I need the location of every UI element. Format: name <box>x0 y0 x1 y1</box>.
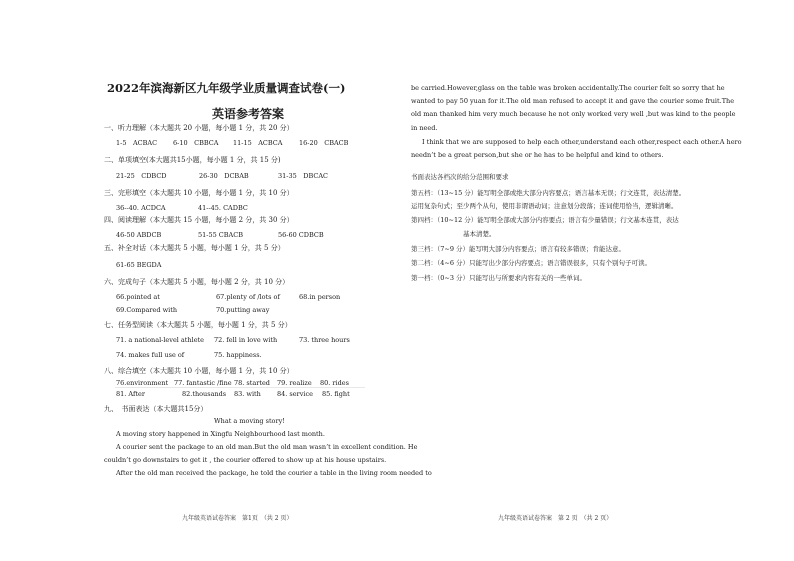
answer-item: 16-20 CBACB <box>299 139 349 147</box>
answer-item: 1-5 ACBAC <box>116 139 158 147</box>
answer-key-title: 英语参考答案 <box>212 107 285 121</box>
page-footer: 九年级英语试卷答案 第 2 页 （共 2 页） <box>498 515 613 522</box>
essay-line: couldn’t go downstairs to get it , the courier offered to show up at his house upstairs. <box>104 456 387 464</box>
answer-item: 80. rides <box>320 379 349 387</box>
answer-item: 70.putting away <box>216 306 270 314</box>
answer-item: 31-35 DBCAC <box>278 172 328 180</box>
answer-item: 73. three hours <box>299 336 350 344</box>
answer-item: 74. makes full use of <box>116 351 185 359</box>
section-heading-dialogue: 五、补全对话（本大题共 5 小题，每小题 1 分，共 5 分） <box>104 244 285 252</box>
essay-line: A moving story happened in Xingfu Neighbourhood last month. <box>116 430 325 438</box>
answer-item: 83. with <box>234 390 261 398</box>
essay-line: A courier sent the package to an old man.But the old man wasn’t in excellent condition. He <box>116 443 418 451</box>
answer-item: 51-55 CBACB <box>198 231 243 239</box>
essay-line: wanted to pay 50 yuan for it.The old man refused to accept it and gave the courier some fruit.The <box>411 97 735 105</box>
answer-item: 46-50 ABDCB <box>116 231 162 239</box>
answer-item: 81. After <box>116 390 145 398</box>
answer-item: 84. service <box>277 390 313 398</box>
answer-item: 71. a national-level athlete <box>116 336 204 344</box>
answer-item: 72. fell in love with <box>214 336 278 344</box>
exam-title: 2022年滨海新区九年级学业质量调查试卷(一) <box>107 81 346 95</box>
answer-item: 69.Compared with <box>116 306 178 314</box>
answer-item: 85. fight <box>322 390 350 398</box>
answer-item: 41--45. CADBC <box>198 204 248 212</box>
section-heading-writing: 九、 书面表达（本大题共15分） <box>104 405 208 413</box>
section-heading-complete-sentences: 六、完成句子（本大题共 5 小题，每小题 2 分，共 10 分） <box>104 278 290 286</box>
essay-line: be carried.However,glass on the table was broken accidentally.The courier felt so sorry that he <box>411 84 725 92</box>
answer-item: 56-60 CDBCB <box>278 231 324 239</box>
answer-item: 11-15 ACBCA <box>233 139 283 147</box>
section-heading-single-choice: 二、单项填空(本大题共15小题，每小题 1 分，共 15 分) <box>104 156 281 164</box>
answer-item: 77. fantastic /fine <box>174 379 232 387</box>
answer-item: 61-65 BEGDA <box>116 261 162 269</box>
table-rule <box>115 387 365 388</box>
answer-item: 66.pointed at <box>116 293 160 301</box>
criteria-line: 第四档：（10~12 分）能写明全部或大部分内容要点；语言有少量错误；行文基本连贯，表达 <box>411 216 679 224</box>
section-heading-reading: 四、阅读理解（本大题共 15 小题，每小题 2 分，共 30 分） <box>104 216 294 224</box>
essay-line: After the old man received the package, he told the courier a table in the living room needed to <box>116 469 432 477</box>
answer-item: 6-10 CBBCA <box>173 139 219 147</box>
section-heading-cloze: 三、完形填空（本大题共 10 小题，每小题 1 分，共 10 分） <box>104 189 294 197</box>
essay-line: I think that we are supposed to help each other,understand each other,respect each other.A hero <box>422 138 742 146</box>
answer-item: 67.plenty of /lots of <box>216 293 280 301</box>
criteria-line: 基本清楚。 <box>463 230 496 238</box>
page-footer: 九年级英语试卷答案 第1页 （共 2 页） <box>182 515 293 522</box>
section-heading-comprehensive-fill: 八、综合填空（本大题共 10 小题，每小题 1 分，共 10 分） <box>104 367 294 375</box>
answer-item: 21-25 CDBCD <box>116 172 167 180</box>
answer-item: 82.thousands <box>182 390 227 398</box>
answer-item: 26-30 DCBAB <box>199 172 249 180</box>
answer-item: 36--40. ACDCA <box>116 204 166 212</box>
answer-item: 68.in person <box>299 293 341 301</box>
criteria-line: 第三档：（7~9 分）能写明大部分内容要点；语言有较多错误；肯能达意。 <box>411 245 626 253</box>
essay-line: needn’t be a great person,but she or he has to be helpful and kind to others. <box>411 151 664 159</box>
criteria-line: 运用复杂句式；至少两个从句，使用非谓语动词；注意划分段落；连词使用恰当，逻辑清晰。 <box>411 202 678 210</box>
page-2 <box>397 0 794 561</box>
essay-line: old man thanked him very much because he not only worked very well ,but was kind to the people <box>411 110 736 118</box>
section-heading-task-reading: 七、任务型阅读（本大题共 5 小题，每小题 1 分，共 5 分） <box>104 321 292 329</box>
criteria-line: 第二档：（4~6 分）只能写出少部分内容要点；语言错误很多，只有个别句子可读。 <box>411 259 652 267</box>
section-heading-listening: 一、听力理解（本大题共 20 小题，每小题 1 分，共 20 分） <box>104 124 294 132</box>
answer-item: 78. started <box>234 379 270 387</box>
answer-item: 76.environment <box>116 379 169 387</box>
criteria-heading: 书面表达各档次的给分范围和要求 <box>411 173 509 181</box>
essay-line: in need. <box>411 124 438 132</box>
criteria-line: 第一档：（0~3 分）只能写出与所要求内容有关的一些单词。 <box>411 274 587 282</box>
answer-item: 75. happiness. <box>214 351 262 359</box>
criteria-line: 第五档：（13~15 分）能写明全部或绝大部分内容要点；语言基本无误；行文连贯，表达清楚。 <box>411 189 686 197</box>
answer-item: 79. realize <box>277 379 312 387</box>
essay-title: What a moving story! <box>214 417 285 425</box>
